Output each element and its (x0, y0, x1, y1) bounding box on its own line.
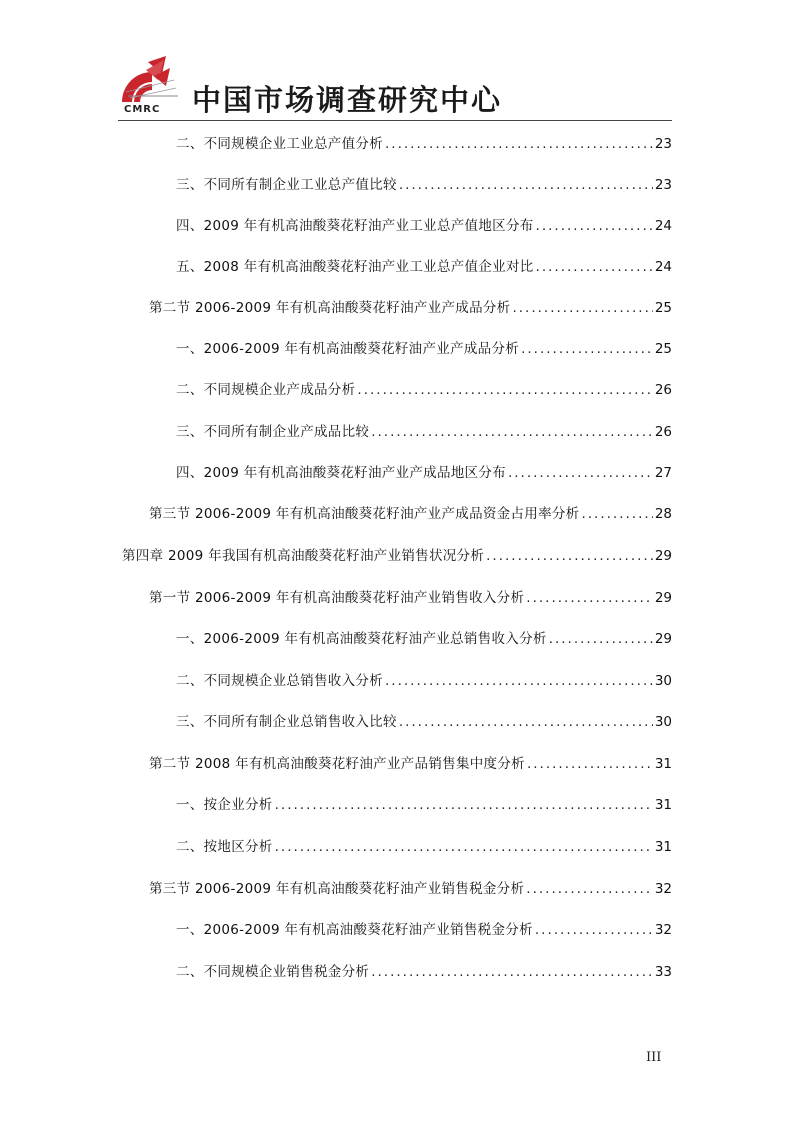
logo-text: CMRC (124, 104, 161, 115)
toc-entry-page: 28 (654, 506, 672, 522)
toc-entry[interactable] (176, 711, 672, 733)
toc-entry[interactable] (176, 174, 672, 196)
toc-entry-title: 二、不同规模企业总销售收入分析 (176, 673, 383, 689)
toc-entry-page: 29 (654, 590, 672, 606)
toc-entry[interactable] (176, 462, 672, 484)
toc-entry[interactable] (176, 836, 672, 858)
toc-entry-page: 29 (654, 631, 672, 647)
toc-dot-leader (385, 133, 653, 155)
toc-entry-page: 23 (654, 136, 672, 152)
toc-entry[interactable] (149, 878, 672, 900)
toc-entry[interactable] (176, 794, 672, 816)
toc-dot-leader (526, 587, 653, 609)
toc-entry-page: 24 (654, 259, 672, 275)
toc-entry[interactable] (176, 961, 672, 983)
toc-entry[interactable] (149, 503, 672, 525)
toc-entry-page: 26 (654, 424, 672, 440)
toc-entry-title: 一、按企业分析 (176, 797, 273, 813)
toc-dot-leader (521, 338, 653, 360)
toc-entry-page: 27 (654, 465, 672, 481)
toc-entry[interactable] (176, 133, 672, 155)
toc-entry-title: 一、2006-2009 年有机高油酸葵花籽油产业总销售收入分析 (176, 631, 547, 647)
toc-entry-page: 29 (654, 548, 672, 564)
toc-entry-title: 第一节 2006-2009 年有机高油酸葵花籽油产业销售收入分析 (149, 590, 525, 606)
toc-dot-leader (508, 462, 653, 484)
toc-entry-page: 25 (654, 341, 672, 357)
toc-entry[interactable] (149, 587, 672, 609)
page-header (0, 0, 794, 125)
toc-entry[interactable] (176, 628, 672, 650)
toc-entry[interactable] (176, 256, 672, 278)
toc-entry-title: 四、2009 年有机高油酸葵花籽油产业工业总产值地区分布 (176, 218, 534, 234)
toc-entry[interactable] (176, 919, 672, 941)
toc-dot-leader (536, 256, 653, 278)
toc-dot-leader (371, 961, 653, 983)
toc-entry-page: 25 (654, 300, 672, 316)
toc-entry[interactable] (176, 670, 672, 692)
toc-entry-title: 第二节 2006-2009 年有机高油酸葵花籽油产业产成品分析 (149, 300, 511, 316)
toc-dot-leader (486, 545, 653, 567)
toc-entry-page: 30 (654, 673, 672, 689)
toc-dot-leader (581, 503, 652, 525)
toc-entry-page: 24 (654, 218, 672, 234)
toc-entry-page: 32 (654, 881, 672, 897)
toc-entry[interactable] (176, 421, 672, 443)
toc-entry-title: 第三节 2006-2009 年有机高油酸葵花籽油产业产成品资金占用率分析 (149, 506, 580, 522)
toc-dot-leader (399, 174, 653, 196)
toc-entry-page: 32 (654, 922, 672, 938)
toc-entry[interactable] (176, 215, 672, 237)
toc-entry-title: 二、不同规模企业销售税金分析 (176, 964, 370, 980)
toc-dot-leader (536, 215, 653, 237)
toc-entry-title: 三、不同所有制企业产成品比较 (176, 424, 370, 440)
toc-entry[interactable] (176, 379, 672, 401)
toc-entry-page: 31 (654, 797, 672, 813)
toc-dot-leader (527, 753, 653, 775)
toc-entry-title: 二、不同规模企业工业总产值分析 (176, 136, 383, 152)
toc-entry[interactable] (149, 753, 672, 775)
toc-entry-title: 三、不同所有制企业工业总产值比较 (176, 177, 397, 193)
toc-entry-page: 30 (654, 714, 672, 730)
toc-entry-title: 二、按地区分析 (176, 839, 273, 855)
toc-dot-leader (526, 878, 653, 900)
toc-dot-leader (371, 421, 653, 443)
toc-entry-title: 第四章 2009 年我国有机高油酸葵花籽油产业销售状况分析 (122, 548, 485, 564)
toc-entry-title: 第三节 2006-2009 年有机高油酸葵花籽油产业销售税金分析 (149, 881, 525, 897)
toc-entry-title: 三、不同所有制企业总销售收入比较 (176, 714, 397, 730)
toc-entry-page: 31 (654, 756, 672, 772)
toc-entry-title: 一、2006-2009 年有机高油酸葵花籽油产业产成品分析 (176, 341, 520, 357)
toc-dot-leader (385, 670, 653, 692)
organization-name: 中国市场调查研究中心 (192, 83, 503, 117)
toc-dot-leader (275, 794, 653, 816)
toc-dot-leader (357, 379, 652, 401)
toc-entry-page: 23 (654, 177, 672, 193)
footer-page-number: III (646, 1050, 662, 1065)
toc-dot-leader (275, 836, 653, 858)
toc-entry[interactable] (149, 297, 672, 319)
toc-entry-page: 26 (654, 382, 672, 398)
toc-entry-title: 一、2006-2009 年有机高油酸葵花籽油产业销售税金分析 (176, 922, 533, 938)
toc-entry-page: 31 (654, 839, 672, 855)
toc-entry[interactable] (122, 545, 672, 567)
toc-entry-title: 第二节 2008 年有机高油酸葵花籽油产业产品销售集中度分析 (149, 756, 525, 772)
toc-dot-leader (535, 919, 653, 941)
toc-dot-leader (399, 711, 653, 733)
header-divider (118, 120, 672, 121)
toc-dot-leader (512, 297, 652, 319)
toc-entry-page: 33 (654, 964, 672, 980)
toc-entry[interactable] (176, 338, 672, 360)
toc-entry-title: 二、不同规模企业产成品分析 (176, 382, 356, 398)
toc-entry-title: 五、2008 年有机高油酸葵花籽油产业工业总产值企业对比 (176, 259, 534, 275)
toc-entry-title: 四、2009 年有机高油酸葵花籽油产业产成品地区分布 (176, 465, 506, 481)
toc-dot-leader (549, 628, 653, 650)
